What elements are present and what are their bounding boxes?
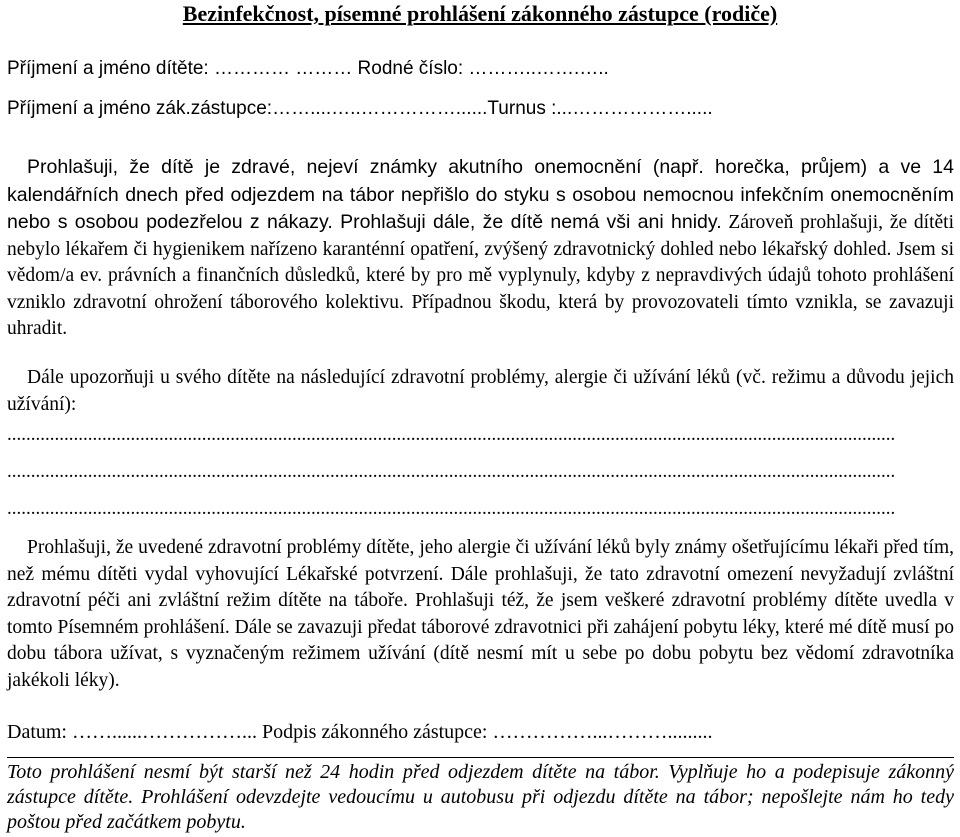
declaration-paragraph-health — [7, 154, 954, 343]
date-signature-line: Datum: ……......……………... Podpis zákonného zástupce: ……………...………......... — [7, 721, 713, 743]
dotted-line-2: ........................................................................................................................................................................................... — [7, 461, 896, 482]
declaration-part1: Prohlašuji, že dítě je zdravé, nejeví známky akutního onemocnění (např. horečka, průjem) a ve 14 kalendářních dnech před odjezdem na tábor nepřišlo do styku s osobou nemocnou infekčním onemocněním nebo s osobou podezřelou z nákazy. Prohlašuji dále, že dítě nemá vši ani hnidy. — [7, 156, 954, 233]
document-title: Bezinfekčnost, písemné prohlášení zákonného zástupce (rodiče) — [182, 1, 778, 26]
dotted-line-1: ........................................................................................................................................................................................... — [7, 424, 896, 445]
child-name-field: Příjmení a jméno dítěte: ………… ……… Rodné číslo: ………..…….….. — [7, 58, 609, 79]
footer-divider — [7, 757, 954, 758]
guardian-name-field: Příjmení a jméno zák.zástupce:……....…..……………......Turnus :...………………..... — [7, 98, 713, 119]
confirmation-paragraph: Prohlašuji, že uvedené zdravotní problémy dítěte, jeho alergie či užívání léků byly známy ošetřujícímu lékaři před tím, než mému dítěti vydal vyhovující Lékařské potvrzení. Dále prohlašuji, že tato zdravotní omezení nevyžadují zvláštní zdravotní péči ani zvláštní režim dítěte na táboře. Prohlašuji též, že jsem veškeré zdravotní problémy dítěte uvedla v tomto Písemném prohlášení. Dále se zavazuji předat táborové zdravotnici při zahájení pobytu léky, které mé dítě musí po dobu tábora užívat, s vyznačeným režimem užívání (dítě nesmí mít u sebe po dobu pobytu bez vědomí zdravotníka jakékoli léky). — [7, 537, 954, 691]
dotted-line-3: ........................................................................................................................................................................................... — [7, 498, 896, 519]
health-issues-paragraph: Dále upozorňuji u svého dítěte na následující zdravotní problémy, alergie či užívání léků (vč. režimu a důvodu jejich užívání): — [7, 367, 954, 415]
footer-note: Toto prohlášení nesmí být starší než 24 hodin před odjezdem dítěte na tábor. Vyplňuje ho a podepisuje zákonný zástupce dítěte. Prohlášení odevzdejte vedoucímu u autobusu při odjezdu dítěte na tábor; nepošlejte nám ho tedy poštou před začátkem pobytu. — [7, 761, 954, 833]
declaration-part2: Zároveň prohlašuji, že dítěti nebylo lékařem či hygienikem nařízeno karanténní opatření, zvýšený zdravotnický dohled nebo lékařský dohled. Jsem si vědom/a ev. právních a finančních důsledků, které by pro mě vyplynuly, kdyby z nepravdivých údajů tohoto prohlášení vzniklo zdravotní ohrožení táborového kolektivu. Případnou škodu, která by provozovateli tímto vznikla, se zavazuji uhradit. — [7, 212, 954, 339]
